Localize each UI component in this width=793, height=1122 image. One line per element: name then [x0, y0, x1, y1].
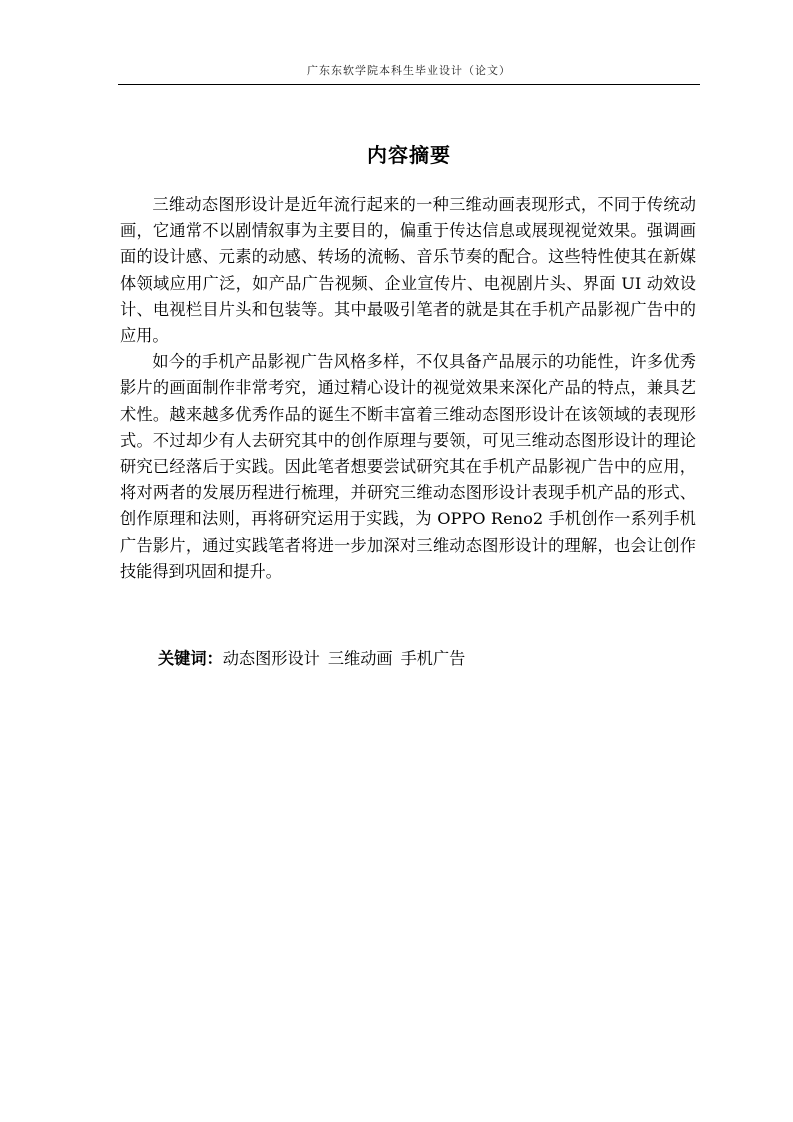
keywords-line [158, 646, 473, 672]
keyword-item: 动态图形设计 [222, 649, 320, 668]
page-header: 广东东软学院本科生毕业设计（论文） [307, 64, 511, 77]
abstract-paragraph-1: 三维动态图形设计是近年流行起来的一种三维动画表现形式，不同于传统动画，它通常不以剧情叙事为主要目的，偏重于传达信息或展现视觉效果。强调画面的设计感、元素的动感、转场的流畅、音乐节奏的配合。这些特性使其在新媒体领域应用广泛，如产品广告视频、企业宣传片、电视剧片头、界面 UI 动效设计、电视栏目片头和包装等。其中最吸引笔者的就是其在手机产品影视广告中的应用。 [120, 195, 696, 346]
keywords-label: 关键词： [158, 649, 223, 668]
abstract-body [120, 192, 696, 585]
keyword-item: 手机广告 [400, 649, 466, 668]
page-title: 内容摘要 [367, 143, 451, 167]
keyword-item: 三维动画 [327, 649, 393, 668]
abstract-paragraph-2: 如今的手机产品影视广告风格多样，不仅具备产品展示的功能性，许多优秀影片的画面制作非常考究，通过精心设计的视觉效果来深化产品的特点，兼具艺术性。越来越多优秀作品的诞生不断丰富着三维动态图形设计在该领域的表现形式。不过却少有人去研究其中的创作原理与要领，可见三维动态图形设计的理论研究已经落后于实践。因此笔者想要尝试研究其在手机产品影视广告中的应用，将对两者的发展历程进行梳理，并研究三维动态图形设计表现手机产品的形式、创作原理和法则，再将研究运用于实践，为 OPPO Reno2 手机创作一系列手机广告影片，通过实践笔者将进一步加深对三维动态图形设计的理解，也会让创作技能得到巩固和提升。 [120, 352, 696, 581]
header-divider [118, 84, 700, 85]
